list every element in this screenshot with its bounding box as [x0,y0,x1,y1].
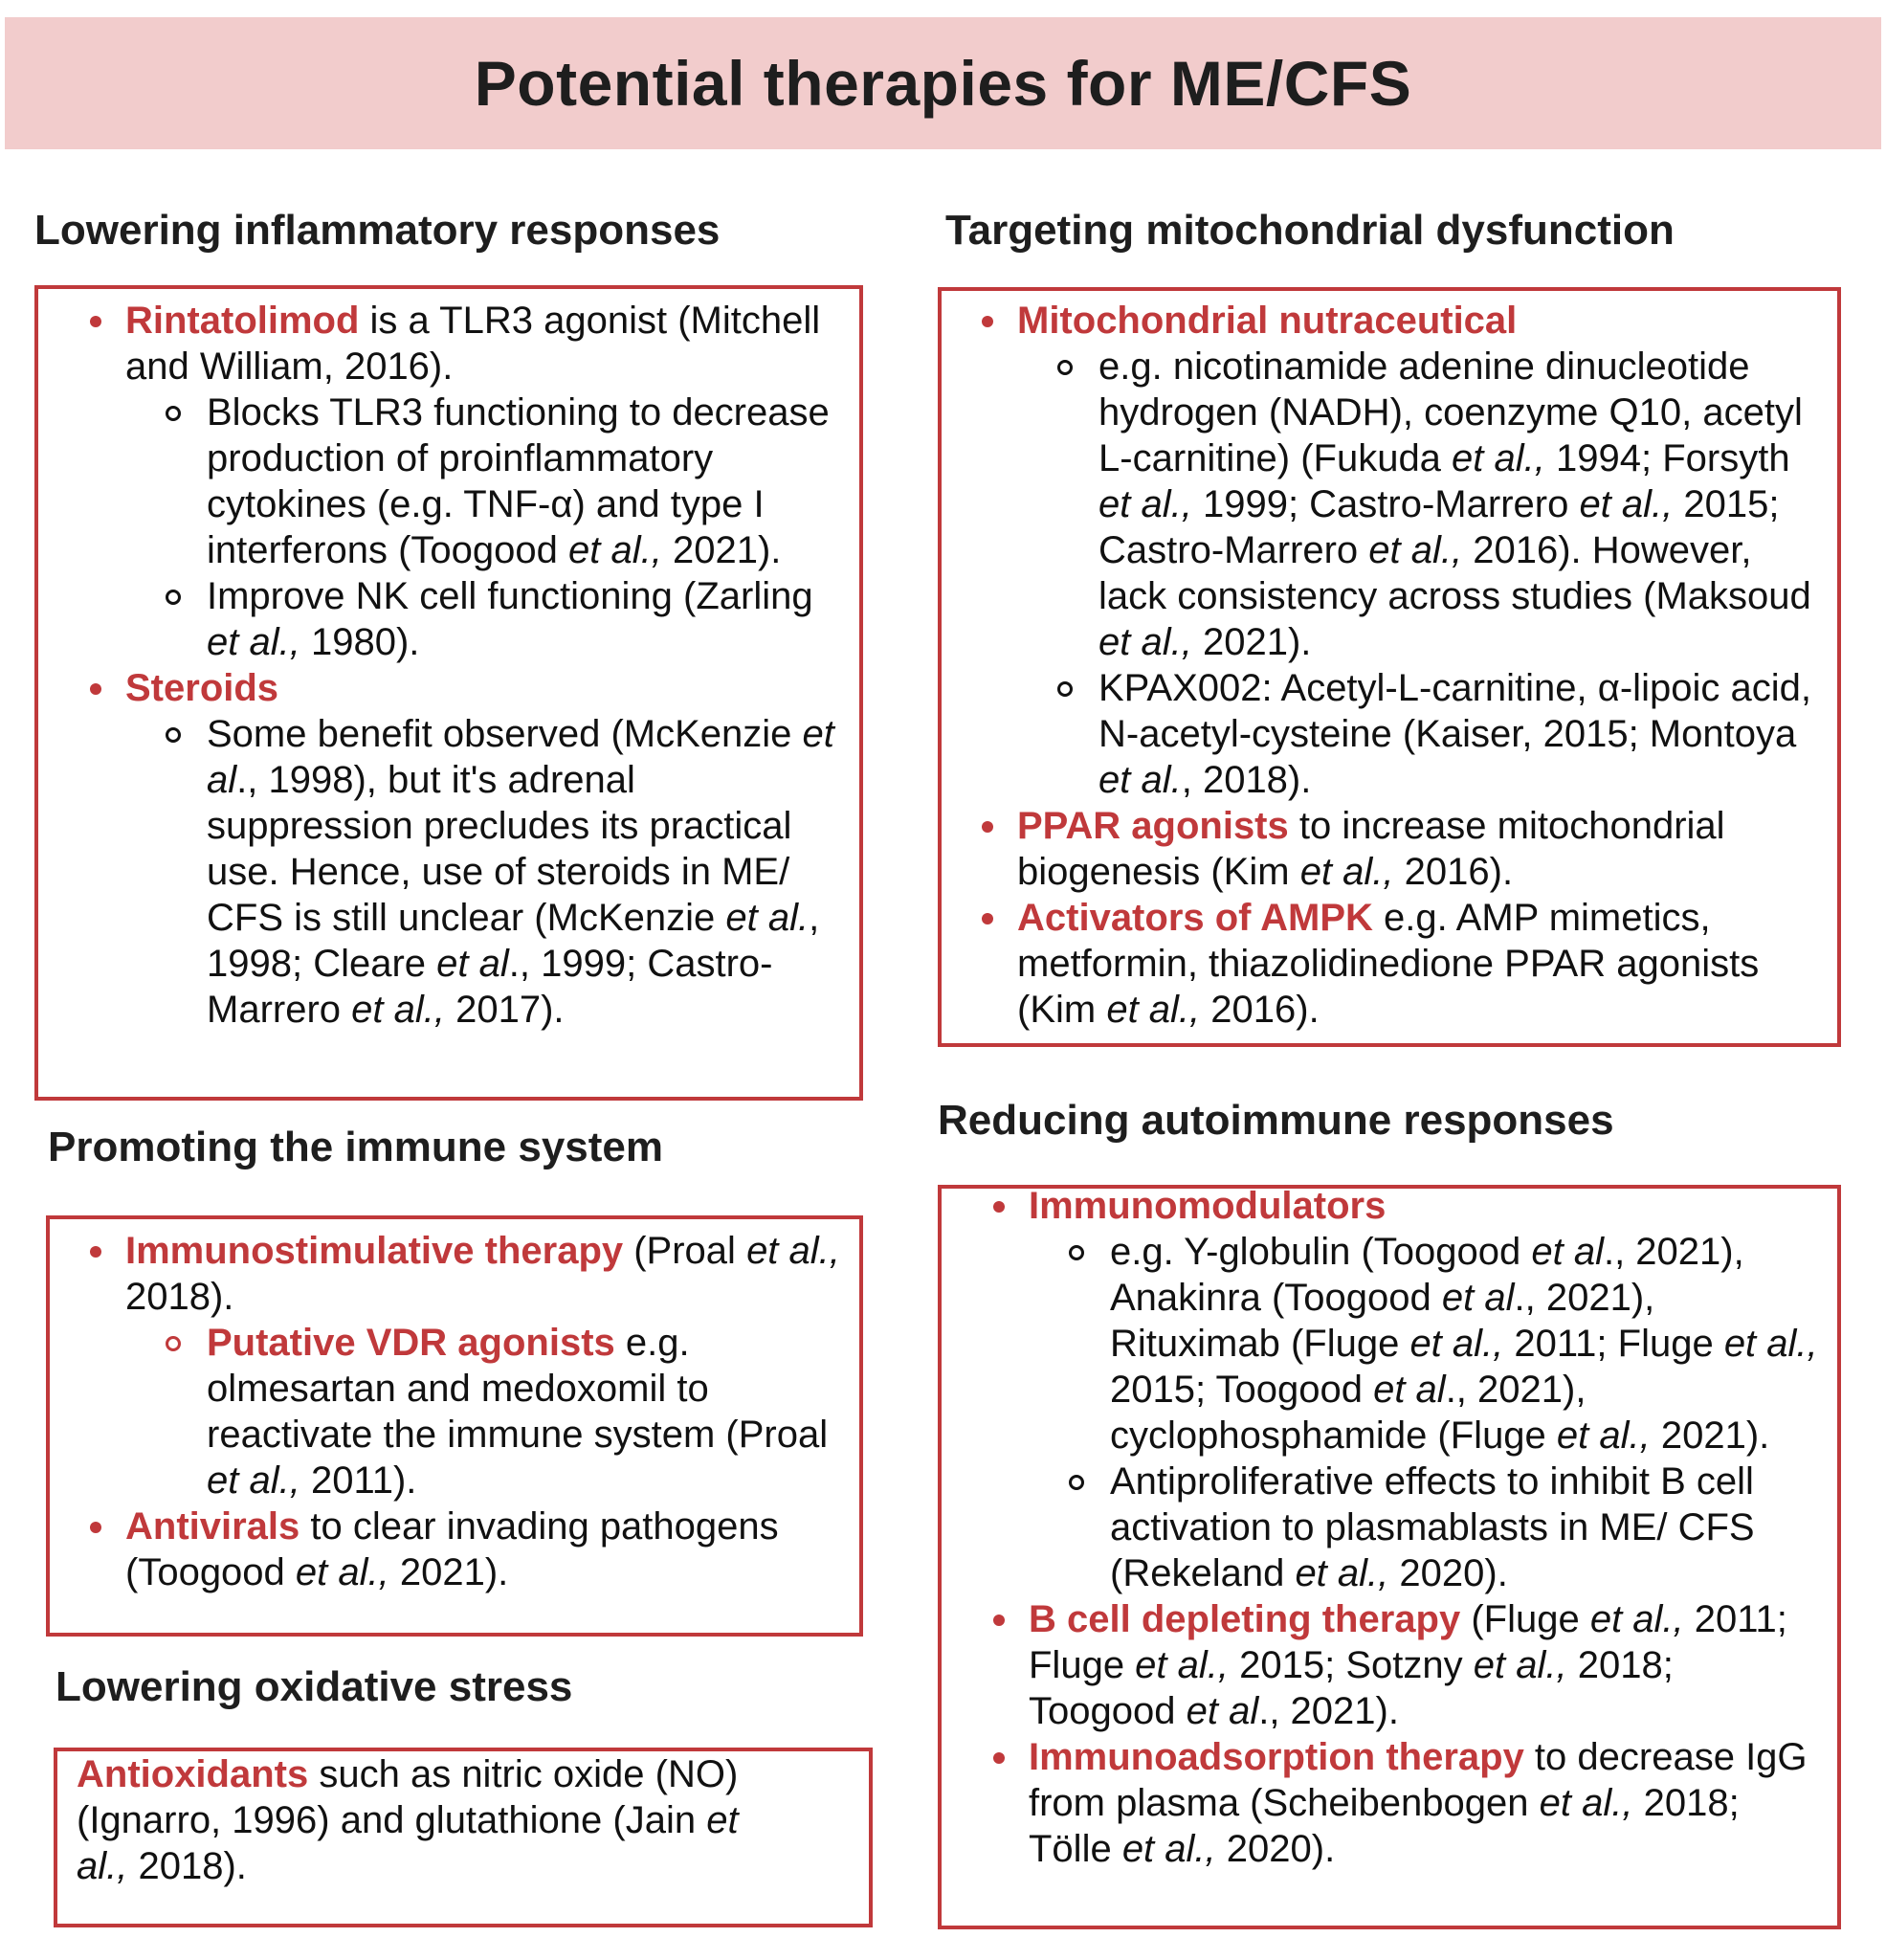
heading-oxidative: Lowering oxidative stress [55,1663,573,1710]
heading-immune: Promoting the immune system [48,1124,664,1170]
heading-inflammatory: Lowering inflammatory responses [34,207,721,254]
bullet-rintatolimod: Rintatolimod is a TLR3 agonist (Mitchell and William, 2016). [82,298,852,390]
page-title: Potential therapies for ME/CFS [474,48,1412,119]
sub-bullet-nk-cell: Improve NK cell functioning (Zarling et al., 1980). [125,573,852,665]
bullet-mito-nutraceutical: Mitochondrial nutraceutical [974,298,1826,344]
bullet-b-cell-depleting: B cell depleting therapy (Fluge et al., 2011; Fluge et al., 2015; Sotzny et al., 2018; Toogood et al., 2021). [986,1596,1828,1734]
text-oxidative [77,1751,785,1889]
sub-bullet-tlr3: Blocks TLR3 functioning to decrease production of proinflammatory cytokines (e.g. TNF-α) and type I interferons (Toogood et al., 2021). [125,390,852,573]
bullet-immunoadsorption: Immunoadsorption therapy to decrease IgG from plasma (Scheibenbogen et al., 2018; Tölle et al., 2020). [986,1734,1828,1872]
sub-bullet-antiproliferative: Antiproliferative effects to inhibit B cell activation to plasmablasts in ME/ CFS (Rekeland et al., 2020). [1029,1459,1828,1596]
sub-bullet-steroids-benefit: Some benefit observed (McKenzie et al., 1998), but it's adrenal suppression precludes its practical use. Hence, use of steroids in ME/ CFS is still unclear (McKenzie et al., 1998; Cleare et al., 1999; Castro-Marrero et al., 2017). [125,711,852,1033]
antioxidants-text: Antioxidants such as nitric oxide (NO) (Ignarro, 1996) and glutathione (Jain et al., 2018). [77,1753,739,1887]
sub-bullet-vdr-agonists: Putative VDR agonists e.g. olmesartan and medoxomil to reactivate the immune system (Proal et al., 2011). [125,1320,848,1503]
bullet-ppar-agonists: PPAR agonists to increase mitochondrial biogenesis (Kim et al., 2016). [974,803,1826,895]
text-inflammatory [82,298,852,1033]
text-mitochondrial [974,298,1826,1033]
text-autoimmune [986,1183,1828,1872]
title-banner [5,17,1881,149]
bullet-ampk-activators: Activators of AMPK e.g. AMP mimetics, metformin, thiazolidinedione PPAR agonists (Kim et al., 2016). [974,895,1826,1033]
heading-mitochondrial: Targeting mitochondrial dysfunction [945,207,1675,254]
bullet-immunomodulators: Immunomodulators [986,1183,1828,1229]
bullet-immunostimulative: Immunostimulative therapy (Proal et al., 2018). [82,1228,848,1320]
sub-bullet-globulin: e.g. Y-globulin (Toogood et al., 2021), Anakinra (Toogood et al., 2021), Rituximab (Fluge et al., 2011; Fluge et al., 2015; Toogood et al., 2021), cyclophosphamide (Fluge et al., 2021). [1029,1229,1828,1459]
heading-autoimmune: Reducing autoimmune responses [938,1097,1614,1144]
sub-bullet-kpax002: KPAX002: Acetyl-L-carnitine, α-lipoic acid, N-acetyl-cysteine (Kaiser, 2015; Montoya et al., 2018). [1017,665,1826,803]
bullet-steroids: Steroids [82,665,852,711]
text-immune [82,1228,848,1595]
sub-bullet-nadh: e.g. nicotinamide adenine dinucleotide hydrogen (NADH), coenzyme Q10, acetyl L-carnitine) (Fukuda et al., 1994; Forsyth et al., 1999; Castro-Marrero et al., 2015; Castro-Marrero et al., 2016). However, lack consistency across studies (Maksoud et al., 2021). [1017,344,1826,665]
bullet-antivirals: Antivirals to clear invading pathogens (Toogood et al., 2021). [82,1503,848,1595]
